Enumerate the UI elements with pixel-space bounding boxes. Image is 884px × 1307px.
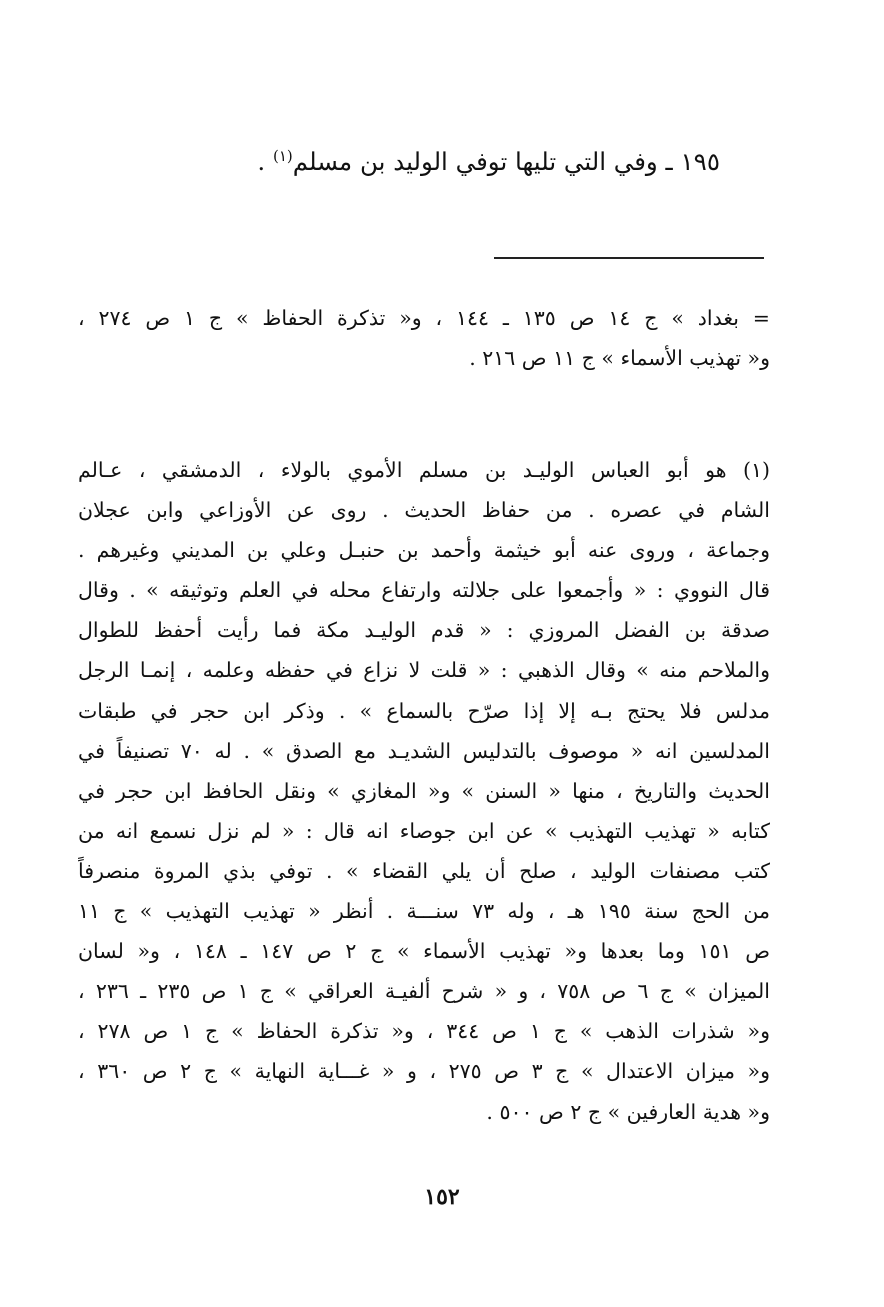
page-number: ١٥٢ [424,1184,460,1210]
footnote-line: والملاحم منه » وقال الذهبي : « قلت لا نزاع في حفظه وعلمه ، إنمـا الرجل [78,658,770,683]
footnote-line: وجماعة ، وروى عنه أبو خيثمة وأحمد بن حنبـل وعلي بن المديني وغيرهم . [78,538,770,563]
footnote-line: الشام في عصره . من حفاظ الحديث . روى عن الأوزاعي وابن عجلان [78,498,770,523]
footnote-line: ص ١٥١ وما بعدها و« تهذيب الأسماء » ج ٢ ص ١٤٧ ـ ١٤٨ ، و« لسان [78,939,770,964]
footnote-line: من الحج سنة ١٩٥ هـ ، وله ٧٣ سنـــة . أنظر « تهذيب التهذيب » ج ١١ [78,899,770,924]
continuation-line: و« تهذيب الأسماء » ج ١١ ص ٢١٦ . [469,346,770,370]
footnote-line: المدلسين انه « موصوف بالتدليس الشديـد مع الصدق » . له ٧٠ تصنيفاً في [78,738,770,763]
footnote-line: (١) هو أبو العباس الوليـد بن مسلم الأموي بالولاء ، الدمشقي ، عـالم [78,458,770,482]
footnote-line: و« هدية العارفين » ج ٢ ص ٥٠٠ . [486,1099,770,1124]
footnote-line: الحديث والتاريخ ، منها « السنن » و« المغازي » ونقل الحافظ ابن حجر في [78,778,770,803]
entry-heading [250,140,720,184]
footnote-line: كتب مصنفات الوليد ، صلح أن يلي القضاء » . توفي بذي المروة منصرفاً [78,858,770,883]
footnote-line: الميزان » ج ٦ ص ٧٥٨ ، و « شرح ألفيـة العراقي » ج ١ ص ٢٣٥ ـ ٢٣٦ ، [78,979,770,1004]
footnote-line: مدلس فلا يحتج بـه إلا إذا صرّح بالسماع » . وذكر ابن حجر في طبقات [78,698,770,723]
continuation-line: = بغداد » ج ١٤ ص ١٣٥ ـ ١٤٤ ، و« تذكرة الحفاظ » ج ١ ص ٢٧٤ ، [78,306,770,330]
footnote-reference: (١) [273,146,293,165]
footnote-line: صدقة بن الفضل المروزي : « قدم الوليـد مكة فما رأيت أحفظ للطوال [78,618,770,643]
footnote-line: كتابه « تهذيب التهذيب » عن ابن جوصاء انه قال : « لم نزل نسمع انه من [78,818,770,843]
footnote-1 [78,450,770,1132]
footnote-continuation [78,298,770,378]
footnote-line: قال النووي : « وأجمعوا على جلالته وارتفاع محله في العلم وتوثيقه » . وقال [78,578,770,603]
footnote-line: و« ميزان الاعتدال » ج ٣ ص ٢٧٥ ، و « غـــاية النهاية » ج ٢ ص ٣٦٠ ، [78,1059,770,1084]
footnote-separator [494,257,764,259]
heading-text: ١٩٥ ـ وفي التي تليها توفي الوليد بن مسلم [292,147,720,176]
heading-end: . [257,147,273,176]
footnote-line: و« شذرات الذهب » ج ١ ص ٣٤٤ ، و« تذكرة الحفاظ » ج ١ ص ٢٧٨ ، [78,1019,770,1044]
